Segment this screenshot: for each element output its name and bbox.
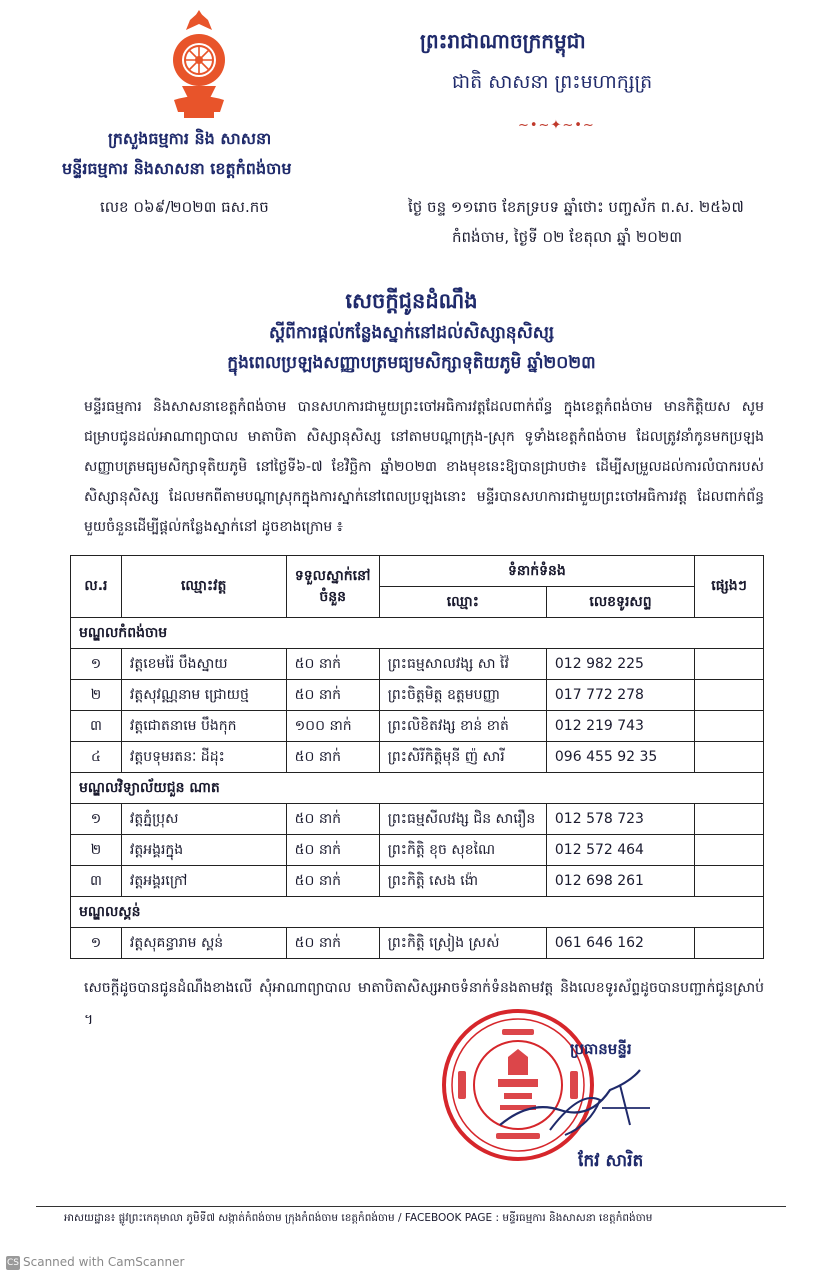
header-phone: លេខទូរសព្ទ [546,587,694,618]
section-row [71,618,764,649]
signature-icon [490,1030,660,1150]
cell-phone: 012 982 225 [546,649,694,680]
cell-no: ១ [71,928,122,959]
cell-phone: 012 578 723 [546,804,694,835]
cell-contact: ព្រះធម្មសាលវង្ស សា វ៉ៃ [379,649,546,680]
cell-capacity: ៥០ នាក់ [286,835,379,866]
cell-pagoda: វត្តជោតនាមេ បឹងកុក [121,711,286,742]
ornament-divider: ~•~✦~•~ [518,118,595,133]
closing-paragraph: សេចក្តីដូចបានជូនដំណឹងខាងលើ សុំអាណាព្យាបាល មាតាបិតាសិស្សអាចទំនាក់ទំនងតាមវត្ត និងលេខទូរស័ព្ទដូចបានបញ្ជាក់ជូនស្រាប់ ។ [84,980,764,1028]
signatory-name: កែវ សារិត [578,1151,644,1171]
cell-no: ៤ [71,742,122,773]
cell-capacity: ៥០ នាក់ [286,649,379,680]
cell-no: ២ [71,835,122,866]
cell-note [695,649,764,680]
document-title: សេចក្តីជូនដំណឹង [345,289,478,313]
header-no: ល.រ [71,556,122,618]
cell-no: ៣ [71,866,122,897]
table-row [71,835,764,866]
cell-capacity: ៥០ នាក់ [286,742,379,773]
table-row [71,928,764,959]
scanner-watermark [6,1255,184,1270]
cell-no: ១ [71,649,122,680]
national-motto: ជាតិ សាសនា ព្រះមហាក្សត្រ [452,71,653,93]
cell-contact: ព្រះកិត្តិ ខុច សុខណៃ [379,835,546,866]
cell-contact: ព្រះលិខិតវង្ស ខាន់ ខាត់ [379,711,546,742]
cell-note [695,928,764,959]
department-name: មន្ទីរធម្មការ និងសាសនា ខេត្តកំពង់ចាម [62,159,292,178]
header-capacity: ទទួលស្នាក់នៅចំនួន [286,556,379,618]
ministry-emblem-icon [160,8,238,120]
section-row [71,773,764,804]
cell-note [695,804,764,835]
table-row [71,711,764,742]
cell-phone: 017 772 278 [546,680,694,711]
cell-note [695,742,764,773]
camscanner-logo-icon: CS [7,1257,19,1268]
table-row [71,742,764,773]
document-subtitle-1: ស្តីពីការផ្តល់កន្លែងស្នាក់នៅដល់សិស្សានុសិស្ស [268,323,555,343]
footer-divider [36,1206,786,1207]
lunar-date: ថ្ងៃ ចន្ទ ១១រោច ខែភទ្របទ ឆ្នាំថោះ បញ្ចស័ក ព.ស. ២៥៦៧ [408,198,744,216]
cell-capacity: ៥០ នាក់ [286,680,379,711]
cell-contact: ព្រះកិត្តិ សេង ង៉ោ [379,866,546,897]
ministry-name: ក្រសួងធម្មការ និង សាសនា [108,129,272,148]
section-row [71,897,764,928]
cell-capacity: ៥០ នាក់ [286,804,379,835]
reference-number: លេខ ០៦៩/២០២៣ ធស.កច [100,198,269,216]
header-contact-name: ឈ្មោះ [379,587,546,618]
signatory-title: ប្រធានមន្ទីរ [570,1040,632,1058]
table-row [71,866,764,897]
cell-pagoda: វត្តសុគន្ធារាម ស្គន់ [121,928,286,959]
cell-pagoda: វត្តអង្គរក្រៅ [121,866,286,897]
cell-phone: 096 455 92 35 [546,742,694,773]
kingdom-heading: ព្រះរាជាណាចក្រកម្ពុជា [420,29,586,53]
cell-contact: ព្រះចិត្តមិត្ត ឧត្តមបញ្ញា [379,680,546,711]
table-row [71,804,764,835]
header-pagoda: ឈ្មោះវត្ត [121,556,286,618]
cell-note [695,680,764,711]
cell-contact: ព្រះសិរីកិត្តិមុនី ញ៉ សារី [379,742,546,773]
cell-capacity: ១០០ នាក់ [286,711,379,742]
table-row [71,649,764,680]
table-row [71,680,764,711]
cell-pagoda: វត្តបទុមរតនៈ ដីដុះ [121,742,286,773]
cell-capacity: ៥០ នាក់ [286,866,379,897]
footer-address: អាសយដ្ឋាន៖ ផ្លូវព្រះកេតុមាលា ភូមិទី៧ សង្កាត់កំពង់ចាម ក្រុងកំពង់ចាម ខេត្តកំពង់ចាម / FACEBOOK PAGE : មន្ទីរធម្មការ និងសាសនា ខេត្តកំពង់ចាម [64,1212,653,1224]
scanner-watermark-text: Scanned with CamScanner [23,1255,185,1269]
cell-no: ៣ [71,711,122,742]
cell-no: ១ [71,804,122,835]
cell-phone: 012 572 464 [546,835,694,866]
accommodation-table [70,555,764,959]
section-label: មណ្ឌលស្គន់ [71,897,764,928]
cell-contact: ព្រះធម្មសីលវង្ស ជិន សារឿន [379,804,546,835]
cell-note [695,835,764,866]
cell-contact: ព្រះកិត្តិ ស្រៀង ស្រស់ [379,928,546,959]
cell-capacity: ៥០ នាក់ [286,928,379,959]
section-label: មណ្ឌលវិទ្យាល័យជួន ណាត [71,773,764,804]
cell-no: ២ [71,680,122,711]
cell-pagoda: វត្តខេមរ៉ៃ បឹងស្នាយ [121,649,286,680]
body-paragraph: មន្ទីរធម្មការ និងសាសនាខេត្តកំពង់ចាម បានសហការជាមួយព្រះចៅអធិការវត្តដែលពាក់ព័ន្ធ ក្នុងខេត្តកំពង់ចាម មានកិត្តិយស សូមជម្រាបជូនដល់អាណាព្យាបាល មាតាបិតា សិស្សានុសិស្ស នៅតាមបណ្តាក្រុង-ស្រុក ទូទាំងខេត្តកំពង់ចាម ដែលត្រូវនាំកូនមកប្រឡងសញ្ញាបត្រមធ្យមសិក្សាទុតិយភូមិ នៅថ្ងៃទី៦-៧ ខែវិច្ឆិកា ឆ្នាំ២០២៣ ខាងមុខនេះឱ្យបានជ្រាបថា៖ ដើម្បីសម្រួលដល់ការលំបាករបស់សិស្សានុសិស្ស ដែលមកពីតាមបណ្តាស្រុកក្នុងការស្នាក់នៅពេលប្រឡងនោះ មន្ទីរបានសហការជាមួយព្រះចៅអធិការវត្ត ដែលពាក់ព័ន្ធមួយចំនួនដើម្បីផ្តល់កន្លែងស្នាក់នៅ ដូចខាងក្រោម ៖ [84,399,764,535]
header-contact: ទំនាក់ទំនង [379,556,694,587]
cell-pagoda: វត្តភ្នំប្រុស [121,804,286,835]
cell-note [695,711,764,742]
solar-date: កំពង់ចាម, ថ្ងៃទី ០២ ខែតុលា ឆ្នាំ ២០២៣ [452,228,683,246]
cell-pagoda: វត្តអង្គរក្នុង [121,835,286,866]
cell-pagoda: វត្តសុវណ្ណនាម ជ្រោយថ្ម [121,680,286,711]
cell-phone: 012 219 743 [546,711,694,742]
cell-phone: 012 698 261 [546,866,694,897]
document-subtitle-2: ក្នុងពេលប្រឡងសញ្ញាបត្រមធ្យមសិក្សាទុតិយភូមិ ឆ្នាំ២០២៣ [227,353,596,373]
section-label: មណ្ឌលកំពង់ចាម [71,618,764,649]
cell-phone: 061 646 162 [546,928,694,959]
header-note: ផ្សេងៗ [695,556,764,618]
cell-note [695,866,764,897]
